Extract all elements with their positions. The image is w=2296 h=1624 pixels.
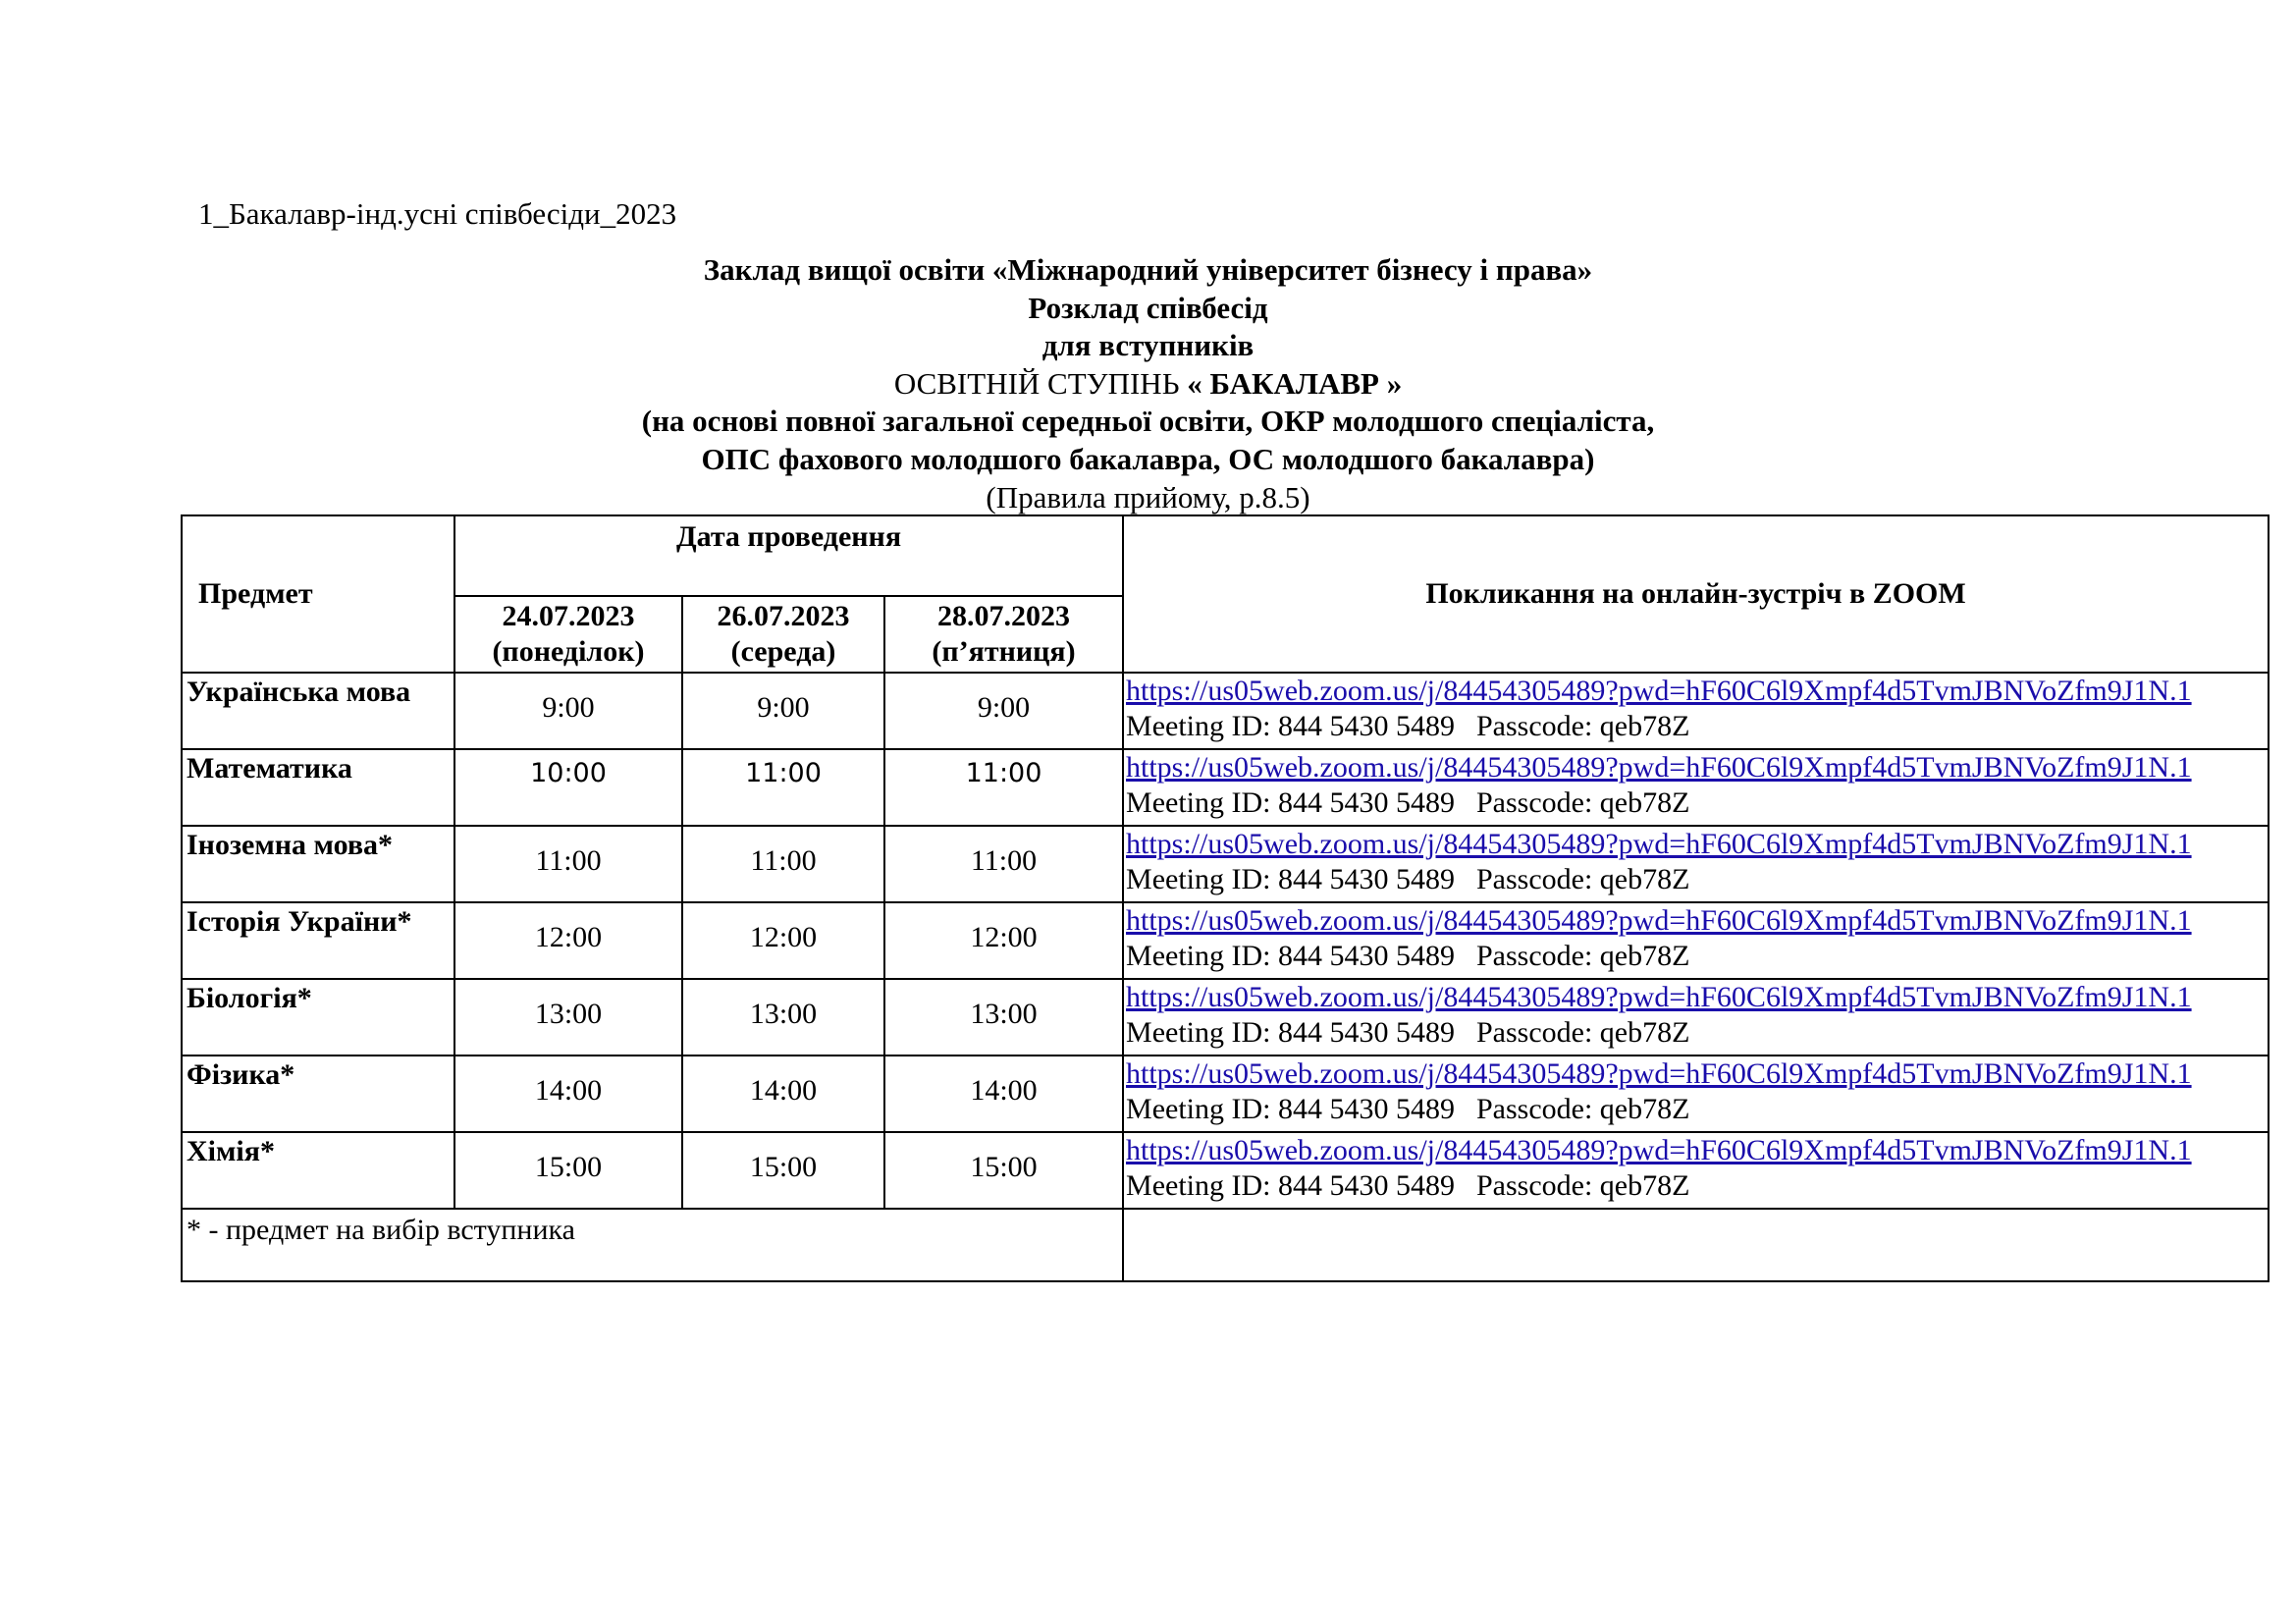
subject-cell: Біологія* <box>182 979 454 1056</box>
meeting-id: Meeting ID: 844 5430 5489 <box>1126 1169 1455 1202</box>
date-header <box>454 596 682 673</box>
subject-header: Предмет <box>182 515 454 673</box>
time-cell: 14:00 <box>682 1056 884 1132</box>
meeting-credentials <box>1126 1168 2268 1204</box>
zoom-link-cell <box>1123 902 2269 979</box>
zoom-link[interactable]: https://us05web.zoom.us/j/84454305489?pwd=hF60C6l9Xmpf4d5TvmJBNVoZfm9J1N.1 <box>1126 828 2192 860</box>
meeting-credentials <box>1126 1015 2268 1051</box>
admission-basis-line-1: (на основі повної загальної середньої освіти, ОКР молодшого спеціаліста, <box>641 404 1655 439</box>
table-row <box>182 1132 2269 1209</box>
time-cell: 14:00 <box>884 1056 1123 1132</box>
empty-cell <box>1123 1209 2269 1281</box>
passcode: Passcode: qeb78Z <box>1475 710 1690 742</box>
passcode: Passcode: qeb78Z <box>1475 1016 1690 1049</box>
meeting-credentials <box>1126 862 2268 897</box>
date-group-header: Дата проведення <box>454 515 1123 596</box>
time-cell: 13:00 <box>454 979 682 1056</box>
passcode: Passcode: qeb78Z <box>1475 1169 1690 1202</box>
subject-cell: Математика <box>182 749 454 826</box>
date-header <box>682 596 884 673</box>
meeting-id: Meeting ID: 844 5430 5489 <box>1126 786 1455 819</box>
weekday-value: (середа) <box>730 635 836 668</box>
subject-cell: Іноземна мова* <box>182 826 454 902</box>
time-cell: 14:00 <box>454 1056 682 1132</box>
page-heading <box>0 251 2296 516</box>
time-cell: 9:00 <box>454 673 682 749</box>
zoom-link[interactable]: https://us05web.zoom.us/j/84454305489?pwd=hF60C6l9Xmpf4d5TvmJBNVoZfm9J1N.1 <box>1126 1134 2192 1166</box>
zoom-link[interactable]: https://us05web.zoom.us/j/84454305489?pwd=hF60C6l9Xmpf4d5TvmJBNVoZfm9J1N.1 <box>1126 1057 2192 1090</box>
table-row <box>182 902 2269 979</box>
time-cell: 12:00 <box>884 902 1123 979</box>
zoom-link-cell <box>1123 979 2269 1056</box>
header-row <box>182 515 2269 596</box>
institution-title: Заклад вищої освіти «Міжнародний університет бізнесу і права» <box>703 252 1593 287</box>
time-cell: 9:00 <box>682 673 884 749</box>
table-row <box>182 1056 2269 1132</box>
zoom-link[interactable]: https://us05web.zoom.us/j/84454305489?pwd=hF60C6l9Xmpf4d5TvmJBNVoZfm9J1N.1 <box>1126 675 2192 707</box>
audience-title: для вступників <box>1041 328 1255 363</box>
document-label: 1_Бакалавр-інд.усні співбесіди_2023 <box>198 196 677 231</box>
date-header <box>884 596 1123 673</box>
rules-reference: (Правила прийому, р.8.5) <box>986 479 1310 514</box>
meeting-id: Meeting ID: 844 5430 5489 <box>1126 1093 1455 1125</box>
admission-basis-line-2: ОПС фахового молодшого бакалавра, ОС молодшого бакалавра) <box>701 441 1595 476</box>
meeting-credentials <box>1126 1092 2268 1127</box>
passcode: Passcode: qeb78Z <box>1475 940 1690 972</box>
time-cell: 15:00 <box>884 1132 1123 1209</box>
footnote-row <box>182 1209 2269 1281</box>
zoom-link[interactable]: https://us05web.zoom.us/j/84454305489?pwd=hF60C6l9Xmpf4d5TvmJBNVoZfm9J1N.1 <box>1126 981 2192 1013</box>
table-row <box>182 979 2269 1056</box>
time-cell: 13:00 <box>682 979 884 1056</box>
time-cell: 11:00 <box>454 826 682 902</box>
meeting-id: Meeting ID: 844 5430 5489 <box>1126 940 1455 972</box>
degree-line <box>0 365 2296 404</box>
table-row <box>182 749 2269 826</box>
time-cell: 15:00 <box>454 1132 682 1209</box>
zoom-link-cell <box>1123 749 2269 826</box>
meeting-credentials <box>1126 709 2268 744</box>
zoom-link-cell <box>1123 826 2269 902</box>
zoom-link[interactable]: https://us05web.zoom.us/j/84454305489?pwd=hF60C6l9Xmpf4d5TvmJBNVoZfm9J1N.1 <box>1126 904 2192 937</box>
degree-prefix: ОСВІТНІЙ СТУПІНЬ <box>893 365 1180 401</box>
meeting-id: Meeting ID: 844 5430 5489 <box>1126 710 1455 742</box>
date-value: 28.07.2023 <box>937 600 1070 632</box>
passcode: Passcode: qeb78Z <box>1475 786 1690 819</box>
table-row <box>182 673 2269 749</box>
time-cell: 10:00 <box>454 749 682 826</box>
date-value: 24.07.2023 <box>502 600 635 632</box>
time-cell: 11:00 <box>884 749 1123 826</box>
meeting-credentials <box>1126 939 2268 974</box>
zoom-link[interactable]: https://us05web.zoom.us/j/84454305489?pwd=hF60C6l9Xmpf4d5TvmJBNVoZfm9J1N.1 <box>1126 751 2192 784</box>
schedule-table <box>181 514 2269 1282</box>
passcode: Passcode: qeb78Z <box>1475 1093 1690 1125</box>
time-cell: 15:00 <box>682 1132 884 1209</box>
time-cell: 12:00 <box>454 902 682 979</box>
passcode: Passcode: qeb78Z <box>1475 863 1690 895</box>
time-cell: 9:00 <box>884 673 1123 749</box>
subject-cell: Хімія* <box>182 1132 454 1209</box>
weekday-value: (п’ятниця) <box>932 635 1076 668</box>
zoom-link-header: Покликання на онлайн-зустріч в ZOOM <box>1123 515 2269 673</box>
zoom-link-cell <box>1123 1132 2269 1209</box>
footnote: * - предмет на вибір вступника <box>182 1209 1123 1281</box>
subject-cell: Історія України* <box>182 902 454 979</box>
time-cell: 11:00 <box>884 826 1123 902</box>
time-cell: 11:00 <box>682 826 884 902</box>
degree-name: « БАКАЛАВР » <box>1187 365 1403 401</box>
schedule-title: Розклад співбесід <box>1028 290 1268 325</box>
subject-cell: Фізика* <box>182 1056 454 1132</box>
meeting-id: Meeting ID: 844 5430 5489 <box>1126 1016 1455 1049</box>
time-cell: 11:00 <box>682 749 884 826</box>
zoom-link-cell <box>1123 673 2269 749</box>
meeting-credentials <box>1126 785 2268 821</box>
time-cell: 13:00 <box>884 979 1123 1056</box>
zoom-link-cell <box>1123 1056 2269 1132</box>
time-cell: 12:00 <box>682 902 884 979</box>
table-row <box>182 826 2269 902</box>
subject-cell: Українська мова <box>182 673 454 749</box>
weekday-value: (понеділок) <box>492 635 645 668</box>
meeting-id: Meeting ID: 844 5430 5489 <box>1126 863 1455 895</box>
date-value: 26.07.2023 <box>717 600 850 632</box>
